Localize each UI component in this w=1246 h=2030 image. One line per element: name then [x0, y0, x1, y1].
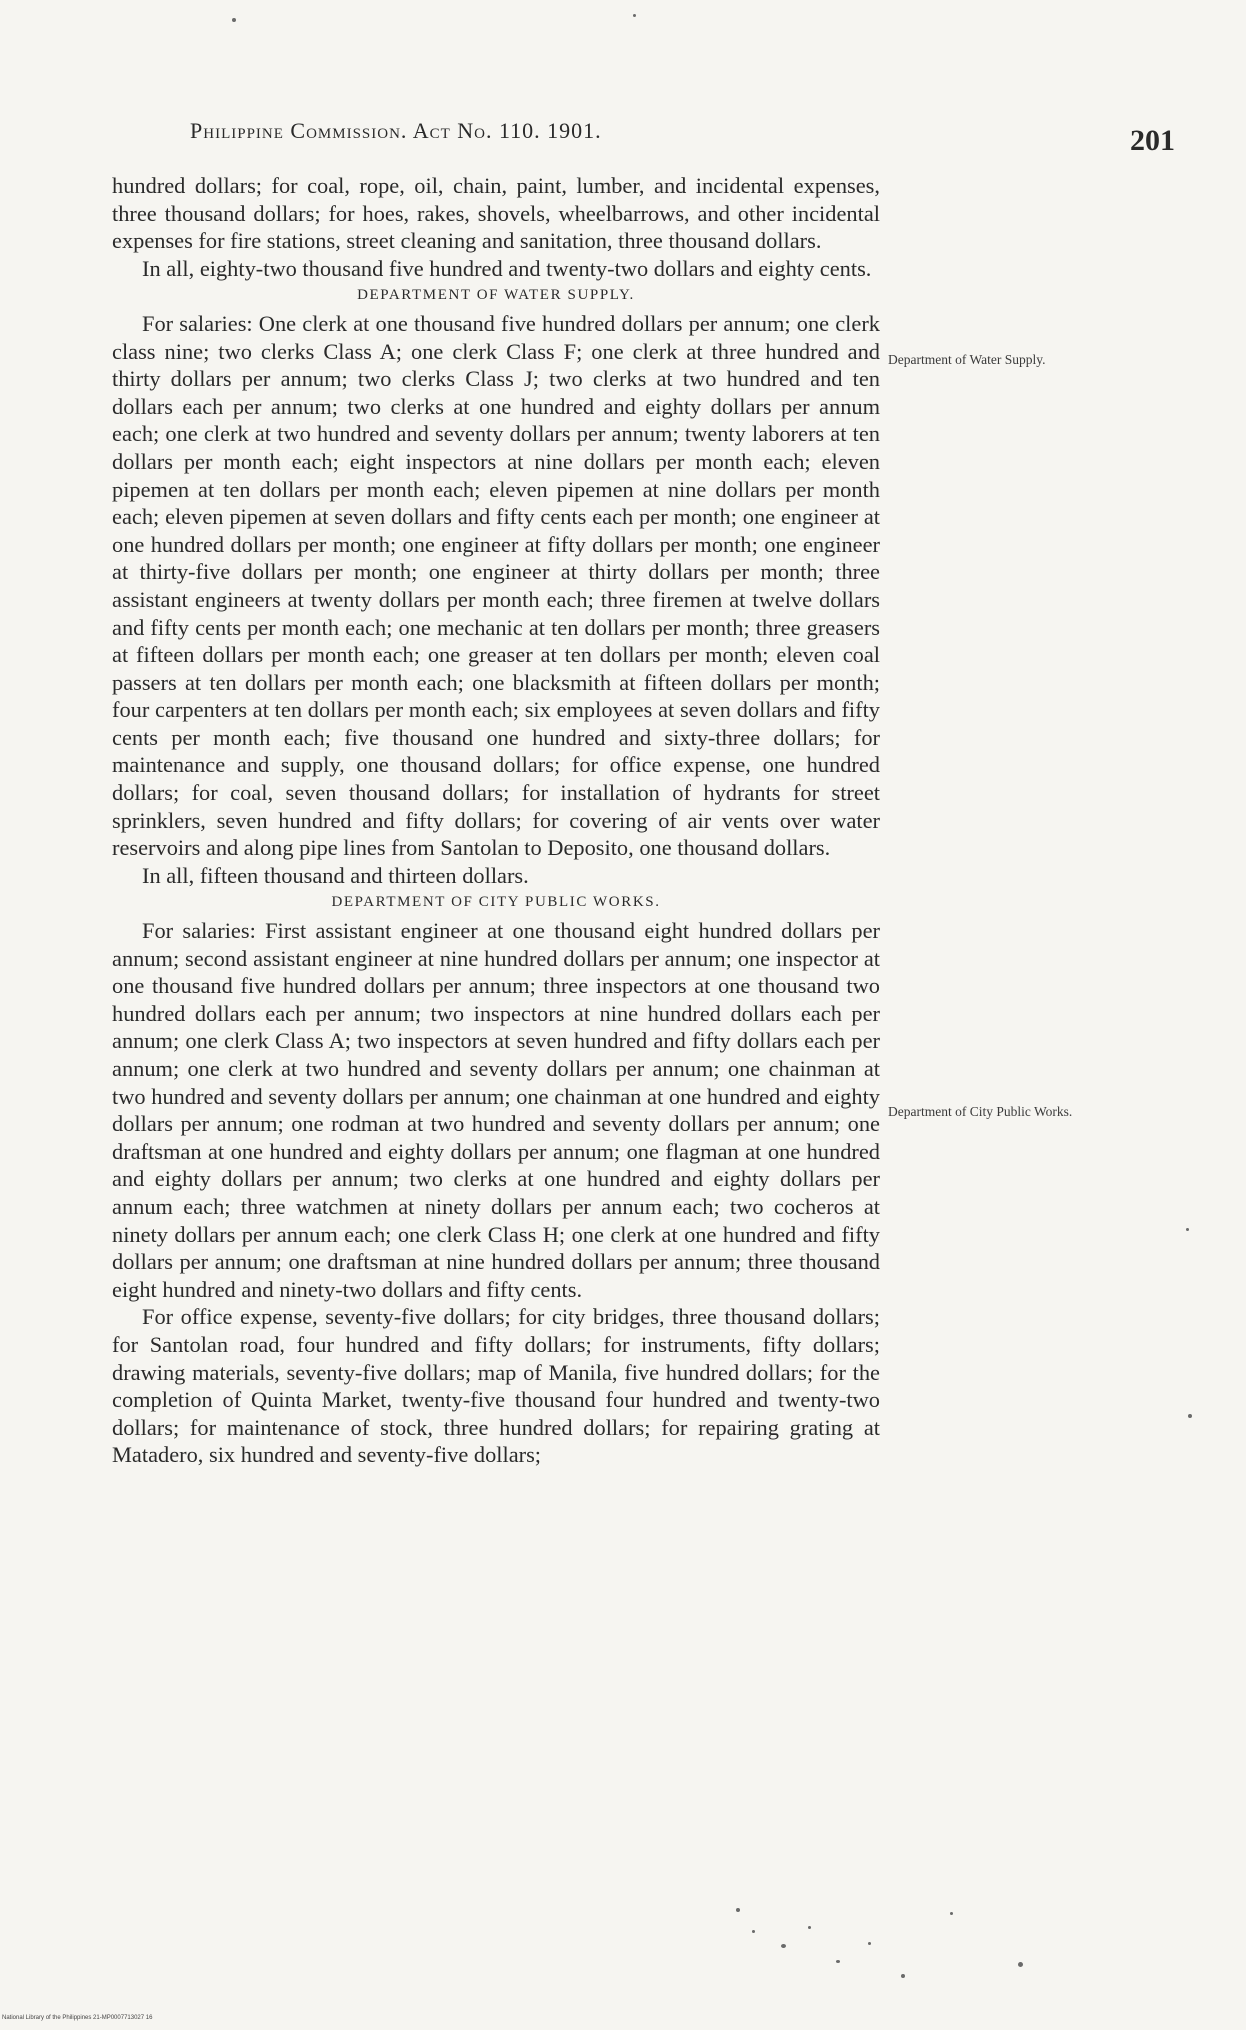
speck — [752, 1930, 755, 1933]
speck — [950, 1912, 953, 1915]
page-number: 201 — [1130, 124, 1175, 157]
scan-credit: National Library of the Philippines 21-MP0007713027 16 — [2, 2015, 153, 2021]
paragraph-total-previous: In all, eighty-two thousand five hundred and twenty-two dollars and eighty cents. — [142, 255, 872, 281]
speck — [1186, 1228, 1189, 1231]
paragraph-public-works-expenses: For office expense, seventy-five dollars; for city bridges, three thousand dollars; for Santolan road, four hundred and fifty dollars; for instruments, fifty dollars; drawing materials, seventy-five dollars; map of Manila, five hundred dollars; for the completion of Quinta Market, twenty-five thousand four hundred and twenty-two dollars; for maintenance of stock, three hundred dollars; for repairing grating at Matadero, six hundred and seventy-five dollars; — [112, 1304, 880, 1468]
body-text — [112, 172, 880, 1469]
speck — [836, 1960, 840, 1963]
speck — [901, 1974, 905, 1978]
paragraph-public-works-salaries: For salaries: First assistant engineer at one thousand eight hundred dollars per annum; second assistant engineer at nine hundred dollars per annum; one inspector at one thousand five hundred dollars per annum; three inspectors at one thousand two hundred dollars each per annum; two inspectors at nine hundred dollars each per annum; one clerk Class A; two inspectors at seven hundred and fifty dollars each per annum; one clerk at two hundred and seventy dollars per annum; one chainman at two hundred and seventy dollars per annum; one chainman at one hundred and eighty dollars per annum; one rodman at two hundred and seventy dollars per annum; one draftsman at one hundred and eighty dollars per annum; one flagman at one hundred and eighty dollars per annum; two clerks at one hundred and eighty dollars per annum each; three watchmen at ninety dollars per annum each; two cocheros at ninety dollars per annum each; one clerk Class H; one clerk at one hundred and fifty dollars per annum; one draftsman at nine hundred dollars per annum; three thousand eight hundred and ninety-two dollars and fifty cents. — [112, 918, 880, 1302]
paragraph-water-salaries: For salaries: One clerk at one thousand five hundred dollars per annum; one clerk class nine; two clerks Class A; one clerk Class F; one clerk at three hundred and thirty dollars per annum; two clerks Class J; two clerks at two hundred and ten dollars each per annum; two clerks at one hundred and eighty dollars per annum each; one clerk at two hundred and seventy dollars per annum; twenty laborers at ten dollars per month each; eight inspectors at nine dollars per month each; eleven pipemen at ten dollars per month each; eleven pipemen at nine dollars per month each; eleven pipemen at seven dollars and fifty cents each per month; one engineer at one hundred dollars per month; one engineer at fifty dollars per month; one engineer at thirty-five dollars per month; one engineer at thirty dollars per month; three assistant engineers at twenty dollars per month each; three firemen at twelve dollars and fifty cents per month each; one mechanic at ten dollars per month; three greasers at fifteen dollars per month each; one greaser at ten dollars per month; eleven coal passers at ten dollars per month each; one blacksmith at fifteen dollars per month; four carpenters at ten dollars per month each; six employees at seven dollars and fifty cents per month each; five thousand one hundred and sixty-three dollars; for maintenance and supply, one thousand dollars; for office expense, one hundred dollars; for coal, seven thousand dollars; for installation of hydrants for street sprinklers, seven hundred and fifty dollars; for covering of air vents over water reservoirs and along pipe lines from Santolan to Deposito, one thousand dollars. — [112, 310, 880, 861]
margin-note-city-public-works: Department of City Public Works. — [888, 1104, 1073, 1119]
speck — [781, 1944, 786, 1948]
speck — [1188, 1414, 1192, 1418]
speck — [232, 18, 236, 22]
heading-city-public-works: DEPARTMENT OF CITY PUBLIC WORKS. — [331, 894, 661, 911]
heading-water-supply: DEPARTMENT OF WATER SUPPLY. — [357, 287, 635, 304]
speck — [633, 14, 636, 17]
paragraph-water-total: In all, fifteen thousand and thirteen dollars. — [142, 862, 529, 888]
margin-note-water-supply: Department of Water Supply. — [888, 352, 1046, 367]
speck — [868, 1942, 871, 1945]
speck — [808, 1926, 811, 1929]
running-title: Philippine Commission. Act No. 110. 1901. — [190, 118, 602, 143]
paragraph-continued: hundred dollars; for coal, rope, oil, chain, paint, lumber, and incidental expenses, three thousand dollars; for hoes, rakes, shovels, wheelbarrows, and other incidental expenses for fire stations, street cleaning and sanitation, three thousand dollars. — [112, 173, 880, 254]
speck — [736, 1908, 740, 1912]
speck — [1018, 1962, 1023, 1967]
